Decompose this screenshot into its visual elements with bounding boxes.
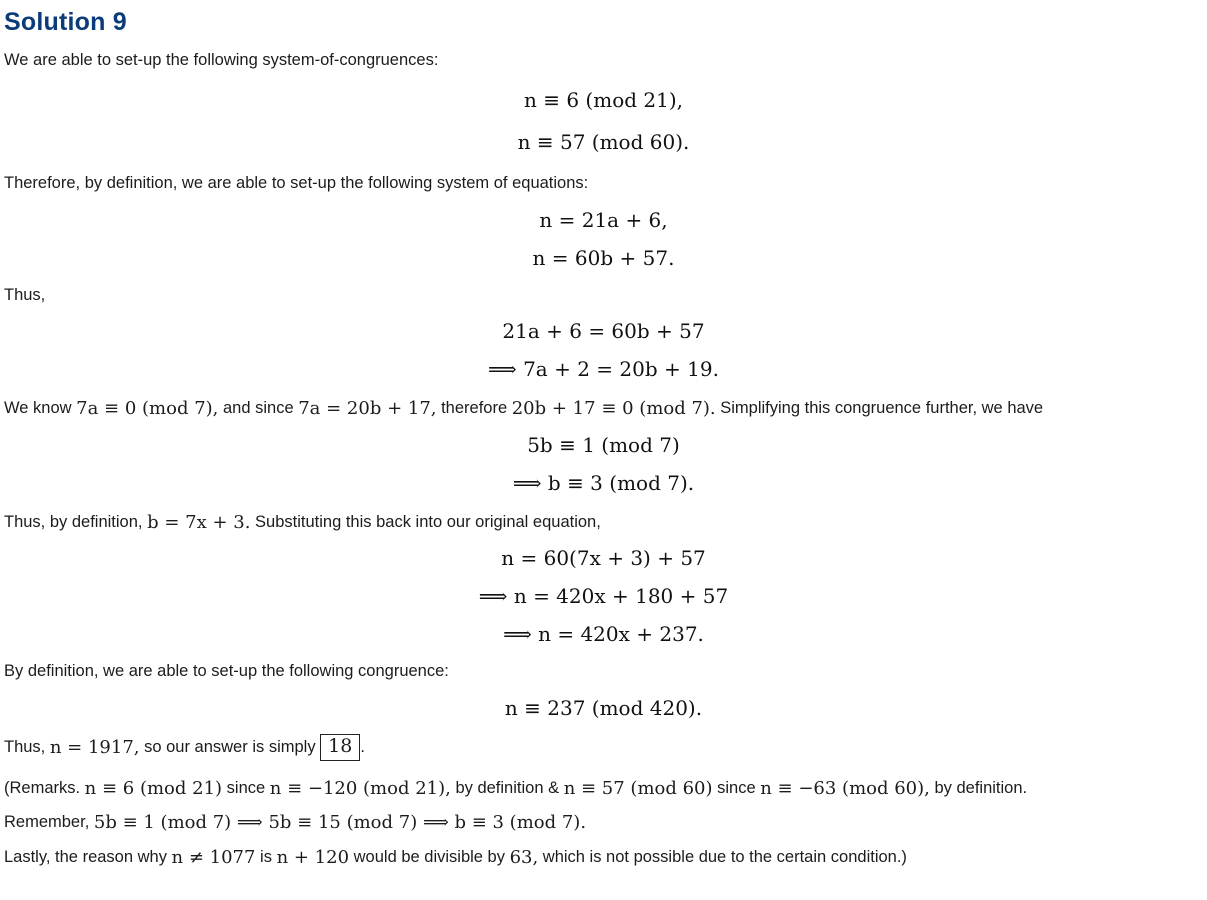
thus-def-text-2: Substituting this back into our original equation, [250, 512, 601, 531]
we-know-text-4: Simplifying this congruence further, we have [715, 399, 1044, 418]
equation-4: ⟹ 7a + 2 = 20b + 19. [488, 357, 719, 382]
equation-5: 5b ≡ 1 (mod 7) [527, 432, 680, 457]
remarks3-math-3: 63, [509, 846, 539, 868]
we-know-text-3: therefore [436, 399, 512, 418]
thus-by-definition-paragraph [4, 509, 1207, 535]
remarks3-text-3: would be divisible by [349, 847, 510, 866]
remarks3-text-2: is [255, 847, 277, 866]
answer-paragraph [4, 734, 1207, 761]
congruence-2: n ≡ 57 (mod 60). [517, 130, 690, 155]
answer-text-1: Thus, [4, 737, 50, 756]
we-know-paragraph [4, 395, 1207, 421]
remarks1-math-3: n ≡ 57 (mod 60) [563, 777, 713, 799]
remarks3-text-1: Lastly, the reason why [4, 847, 172, 866]
equation-1: n = 21a + 6, [539, 207, 668, 232]
by-definition-paragraph: By definition, we are able to set-up the following congruence: [4, 662, 449, 681]
therefore-paragraph: Therefore, by definition, we are able to set-up the following system of equations: [4, 174, 589, 193]
remarks2-math-1: 5b ≡ 1 (mod 7) ⟹ 5b ≡ 15 (mod 7) ⟹ b ≡ 3 (mod 7). [93, 812, 587, 834]
we-know-text-1: We know [4, 399, 77, 418]
solution-page [0, 8, 1207, 869]
remarks-line-1 [4, 775, 1207, 801]
remarks-section [0, 775, 1207, 870]
equation-10: n ≡ 237 (mod 420). [504, 695, 703, 720]
equation-8: ⟹ n = 420x + 180 + 57 [478, 584, 729, 609]
remarks1-text-1: (Remarks. [4, 778, 85, 797]
equation-9: ⟹ n = 420x + 237. [503, 622, 704, 647]
answer-math-1: n = 1917, [49, 736, 140, 758]
page-title: Solution 9 [4, 8, 127, 36]
remarks1-math-1: n ≡ 6 (mod 21) [84, 777, 223, 799]
we-know-math-3: 20b + 17 ≡ 0 (mod 7). [511, 398, 716, 420]
we-know-text-2: and since [218, 399, 299, 418]
equation-7: n = 60(7x + 3) + 57 [501, 546, 706, 571]
equation-6: ⟹ b ≡ 3 (mod 7). [512, 470, 695, 495]
we-know-math-1: 7a ≡ 0 (mod 7), [76, 398, 219, 420]
intro-paragraph: We are able to set-up the following system-of-congruences: [4, 51, 439, 69]
answer-text-3: . [360, 737, 365, 756]
boxed-answer: 18 [320, 734, 360, 761]
remarks-line-3 [4, 844, 1207, 870]
we-know-math-2: 7a = 20b + 17, [298, 398, 437, 420]
remarks1-math-4: n ≡ −63 (mod 60), [760, 777, 930, 799]
remarks-line-2 [4, 809, 1207, 835]
remarks2-text-1: Remember, [4, 813, 94, 832]
answer-text-2: so our answer is simply [139, 737, 321, 756]
thus-paragraph: Thus, [4, 285, 46, 304]
remarks3-math-2: n + 120 [276, 846, 350, 868]
equation-3: 21a + 6 = 60b + 57 [502, 319, 705, 344]
remarks3-math-1: n ≠ 1077 [171, 846, 256, 868]
thus-def-math-1: b = 7x + 3. [147, 511, 251, 533]
remarks3-text-4: which is not possible due to the certain condition.) [538, 847, 907, 866]
remarks1-text-2: since [222, 778, 270, 797]
congruence-1: n ≡ 6 (mod 21), [523, 88, 683, 113]
thus-def-text-1: Thus, by definition, [4, 512, 148, 531]
remarks1-text-3: by definition & [450, 778, 564, 797]
remarks1-math-2: n ≡ −120 (mod 21), [269, 777, 451, 799]
remarks1-text-5: by definition. [929, 778, 1028, 797]
equation-2: n = 60b + 57. [532, 245, 675, 270]
remarks1-text-4: since [712, 778, 761, 797]
